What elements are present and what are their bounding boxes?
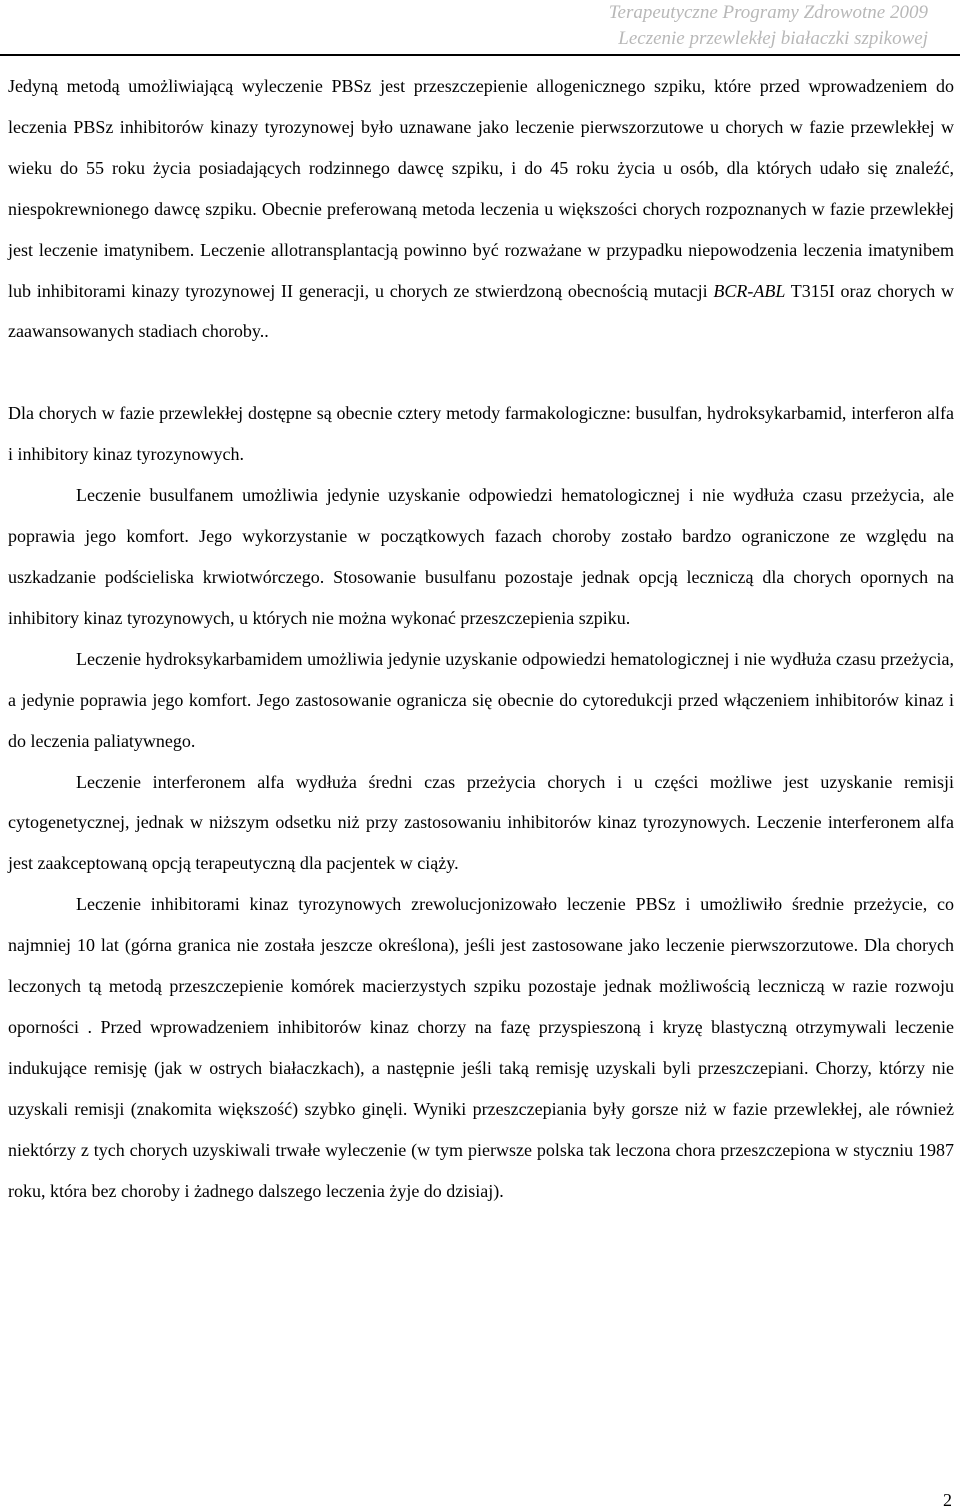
header-program-title: Terapeutyczne Programy Zdrowotne 2009 [608, 2, 928, 23]
paragraph-tki-inhibitors: Leczenie inhibitorami kinaz tyrozynowych zrewolucjonizowało leczenie PBSz i umożliwiło średnie przeżycie, co najmniej 10 lat (górna granica nie została jeszcze określona), jeśli jest zastosowane jako leczenie pierwszorzutowe. Dla chorych leczonych tą metodą przeszczepienie komórek macierzystych szpiku pozostaje jednak możliwością leczniczą w razie rozwoju oporności . Przed wprowadzeniem inhibitorów kinaz chorzy na fazę przyspieszoną i kryzę blastyczną otrzymywali leczenie indukujące remisję (jak w ostrych białaczkach), a następnie jeśli taką remisję uzyskali byli przeszczepiani. Chorzy, którzy nie uzyskali remisji (znakomita większość) szybko ginęli. Wyniki przeszczepiania były gorsze niż w fazie przewlekłej, ale również niektórzy z tych chorych uzyskiwali trwałe wyleczenie (w tym pierwsze polska tak leczona chora przeszczepiona w styczniu 1987 roku, która bez choroby i żadnego dalszego leczenia żyje do dzisiaj). [8, 894, 954, 1201]
gene-name: BCR-ABL [713, 280, 786, 301]
paragraph-hydroxycarbamide: Leczenie hydroksykarbamidem umożliwia jedynie uzyskanie odpowiedzi hematologicznej i nie wydłuża czasu przeżycia, a jedynie poprawia jego komfort. Jego zastosowanie ogranicza się obecnie do cytoredukcji przed włączeniem inhibitorów kinaz i do leczenia paliatywnego. [8, 648, 954, 751]
paragraph-pharmacological-methods: Dla chorych w fazie przewlekłej dostępne są obecnie cztery metody farmakologiczne: busulfan, hydroksykarbamid, interferon alfa i inhibitory kinaz tyrozynowych. [8, 403, 954, 465]
paragraph-spacer [8, 352, 954, 393]
paragraph-transplantation-text: Jedyną metodą umożliwiającą wyleczenie PBSz jest przeszczepienie allogenicznego szpiku, które przed wprowadzeniem do leczenia PBSz inhibitorów kinazy tyrozynowej było uznawane jako leczenie pierwszorzutowe u chorych w fazie przewlekłej w wieku do 55 roku życia posiadających rodzinnego dawcę szpiku, i do 45 roku życia u osób, dla których udało się znaleźć, niespokrewnionego dawcę szpiku. Obecnie preferowaną metoda leczenia u większości chorych rozpoznanych w fazie przewlekłej jest leczenie imatynibem. Leczenie allotransplantacją powinno być rozważane w przypadku niepowodzenia leczenia imatynibem lub inhibitorami kinazy tyrozynowej II generacji, u chorych ze stwierdzoną obecnością mutacji [8, 76, 954, 301]
paragraph-busulfan: Leczenie busulfanem umożliwia jedynie uzyskanie odpowiedzi hematologicznej i nie wydłuża czasu przeżycia, ale poprawia jego komfort. Jego wykorzystanie w początkowych fazach choroby zostało bardzo ograniczone ze względu na uszkadzanie podścieliska krwiotwórczego. Stosowanie busulfanu pozostaje jednak opcją leczniczą dla chorych opornych na inhibitory kinaz tyrozynowych, u których nie można wykonać przeszczepienia szpiku. [8, 485, 954, 628]
document-body [8, 66, 954, 1211]
paragraph-transplantation [8, 66, 954, 352]
header-divider [0, 54, 960, 56]
running-header [609, 0, 928, 52]
page-number: 2 [943, 1490, 952, 1510]
header-document-title: Leczenie przewlekłej białaczki szpikowej [618, 28, 928, 49]
paragraph-interferon: Leczenie interferonem alfa wydłuża średni czas przeżycia chorych i u części możliwe jest uzyskanie remisji cytogenetycznej, jednak w niższym odsetku niż przy zastosowaniu inhibitorów kinaz tyrozynowych. Leczenie interferonem alfa jest zaakceptowaną opcją terapeutyczną dla pacjentek w ciąży. [8, 771, 954, 874]
paragraph-transplantation-text-end: T315I oraz chorych w zaawansowanych stadiach choroby.. [8, 280, 955, 342]
